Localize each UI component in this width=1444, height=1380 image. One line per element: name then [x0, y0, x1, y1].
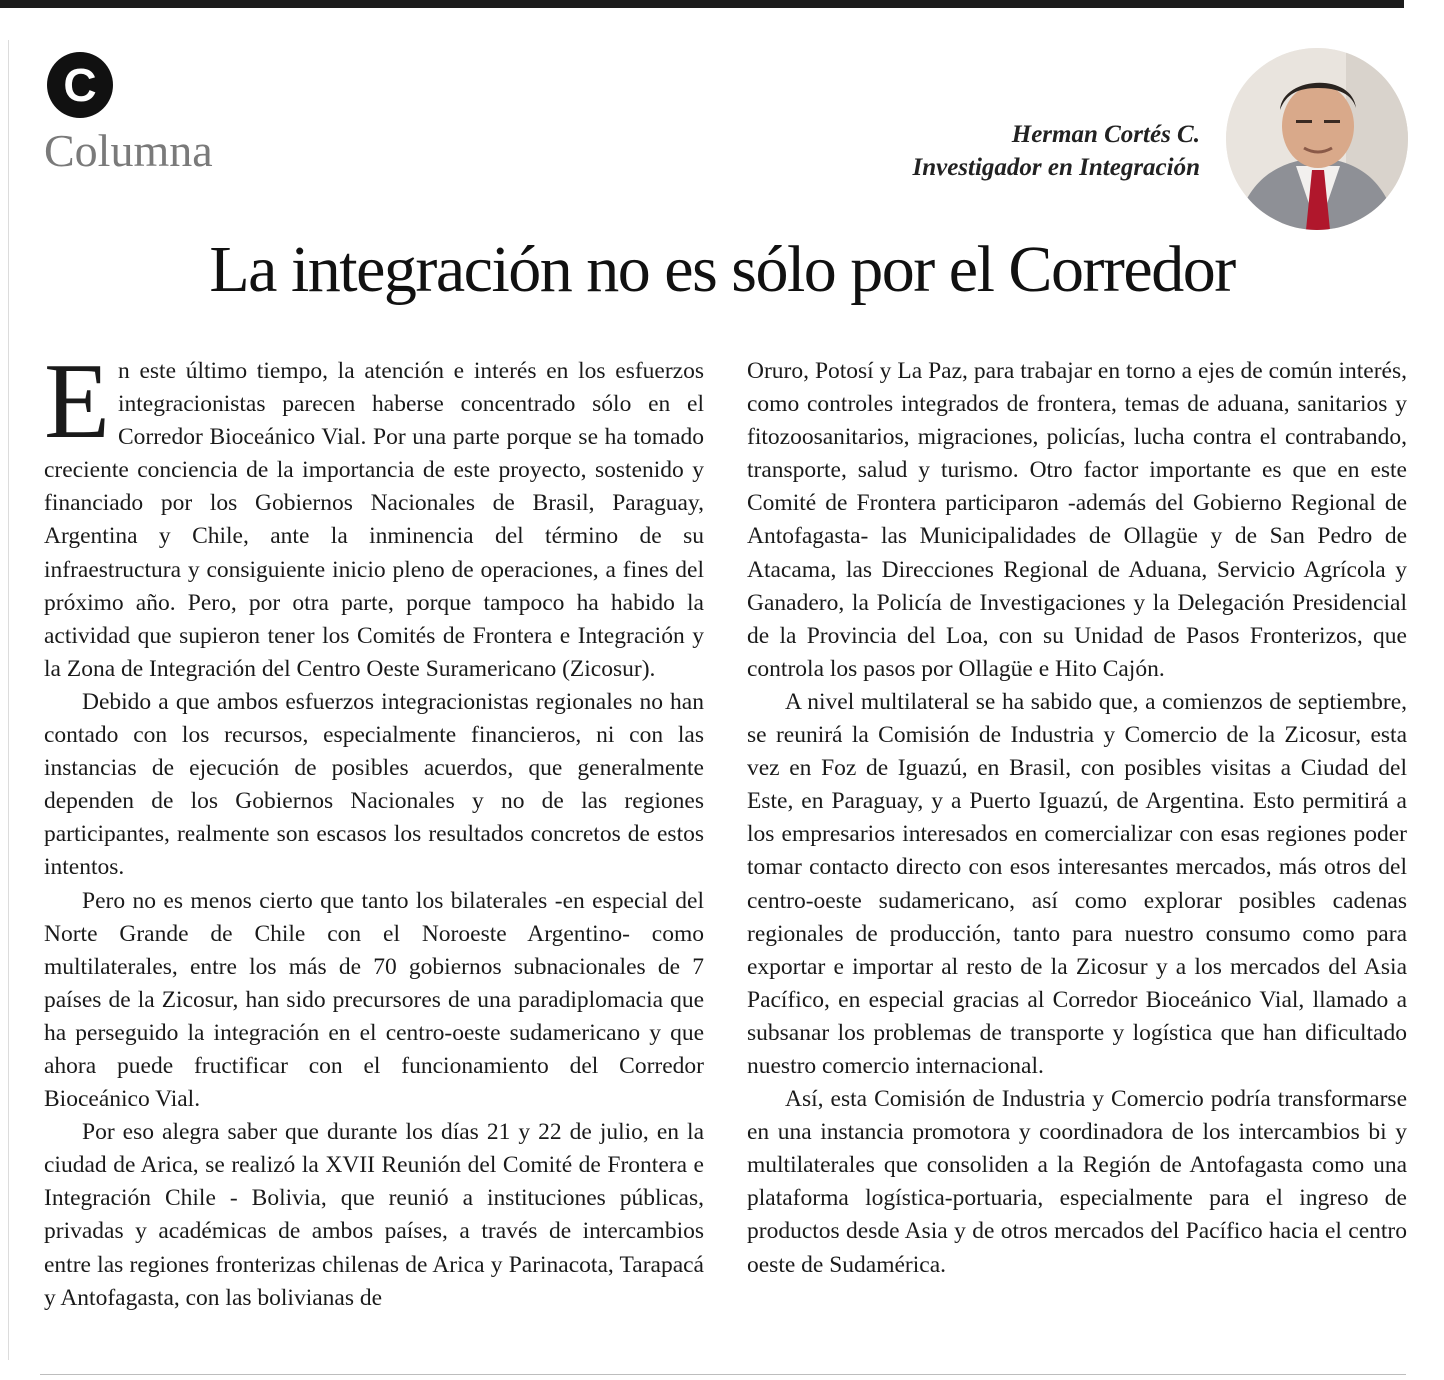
headline: La integración no es sólo por el Corredor [209, 233, 1235, 306]
column-logo-letter: C [63, 59, 97, 111]
article-column-1 [44, 342, 704, 1315]
section-label: Columna [44, 125, 213, 176]
author-role: Investigador en Integración [912, 154, 1200, 181]
paragraph-2: Debido a que ambos esfuerzos integracionistas regionales no han contado con los recursos, especialmente financieros, ni con las instancias de ejecución de posibles acuerdos, que generalmente dependen de los Gobiernos Nacionales y no de las regiones participantes, realmente son escasos los resultados concretos de estos intentos. [44, 688, 704, 881]
author-photo [1226, 48, 1408, 230]
paragraph-1-text: n este último tiempo, la atención e interés en los esfuerzos integracionistas parecen haberse concentrado sólo en el Corredor Bioceánico Vial. Por una parte porque se ha tomado creciente conciencia de la importancia de este proyecto, sostenido y financiado por los Gobiernos Nacionales de Brasil, Paraguay, Argentina y Chile, ante la inminencia del término de su infraestructura y consiguiente inicio pleno de operaciones, a fines del próximo año. Pero, por otra parte, porque tampoco ha habido la actividad que supieron tener los Comités de Frontera e Integración y la Zona de Integración del Centro Oeste Suramericano (Zicosur). [44, 358, 704, 682]
column-logo-badge [47, 52, 113, 118]
paragraph-1 [44, 342, 704, 686]
paragraph-3: Pero no es menos cierto que tanto los bilaterales -en especial del Norte Grande de Chile con el Noroeste Argentino- como multilaterales, entre los más de 70 gobiernos subnacionales de 7 países de la Zicosur, han sido precursores de una paradiplomacia que ha perseguido la integración en el centro-oeste sudamericano y que ahora puede fructificar con el funcionamiento del Corredor Bioceánico Vial. [44, 887, 704, 1113]
article-column-2 [747, 355, 1407, 1282]
byline [912, 118, 1200, 184]
paragraph-4: Por eso alegra saber que durante los días 21 y 22 de julio, en la ciudad de Arica, se realizó la XVII Reunión del Comité de Frontera e Integración Chile - Bolivia, que reunió a instituciones públicas, privadas y académicas de ambos países, a través de intercambios entre las regiones fronterizas chilenas de Arica y Parinacota, Tarapacá y Antofagasta, con las bolivianas de [44, 1119, 704, 1311]
top-rule [0, 0, 1404, 8]
bottom-rule [40, 1374, 1406, 1375]
paragraph-4-continued: Oruro, Potosí y La Paz, para trabajar en torno a ejes de común interés, como controles integrados de frontera, temas de aduana, sanitarios y fitozoosanitarios, migraciones, policías, lucha contra el contrabando, transporte, salud y turismo. Otro factor importante es que en este Comité de Frontera participaron -además del Gobierno Regional de Antofagasta- las Municipalidades de Ollagüe y de San Pedro de Atacama, las Direcciones Regional de Aduana, Servicio Agrícola y Ganadero, la Policía de Investigaciones y la Delegación Presidencial de la Provincia del Loa, con su Unidad de Pasos Fronterizos, que controla los pasos por Ollagüe e Hito Cajón. [747, 358, 1407, 682]
author-portrait-image [1226, 48, 1408, 230]
paragraph-5: A nivel multilateral se ha sabido que, a comienzos de septiembre, se reunirá la Comisión de Industria y Comercio de la Zicosur, esta vez en Foz de Iguazú, en Brasil, con posibles visitas a Ciudad del Este, en Paraguay, y a Puerto Iguazú, de Argentina. Esto permitirá a los empresarios interesados en comercializar con esas regiones poder tomar contacto directo con esos interesantes mercados, más otros del centro-oeste sudamericano, así como explorar posibles cadenas regionales de producción, tanto para nuestro consumo como para exportar e importar al resto de la Zicosur y a los mercados del Asia Pacífico, en especial gracias al Corredor Bioceánico Vial, llamado a subsanar los problemas de transporte y logística que han dificultado nuestro comercio internacional. [747, 688, 1407, 1079]
author-name: Herman Cortés C. [1011, 121, 1200, 148]
paragraph-6: Así, esta Comisión de Industria y Comercio podría transformarse en una instancia promotora y coordinadora de los intercambios bi y multilaterales que consoliden a la Región de Antofagasta como una plataforma logística-portuaria, especialmente para el ingreso de productos desde Asia y de otros mercados del Pacífico hacia el centro oeste de Sudamérica. [747, 1086, 1407, 1278]
drop-cap: E [44, 342, 110, 461]
